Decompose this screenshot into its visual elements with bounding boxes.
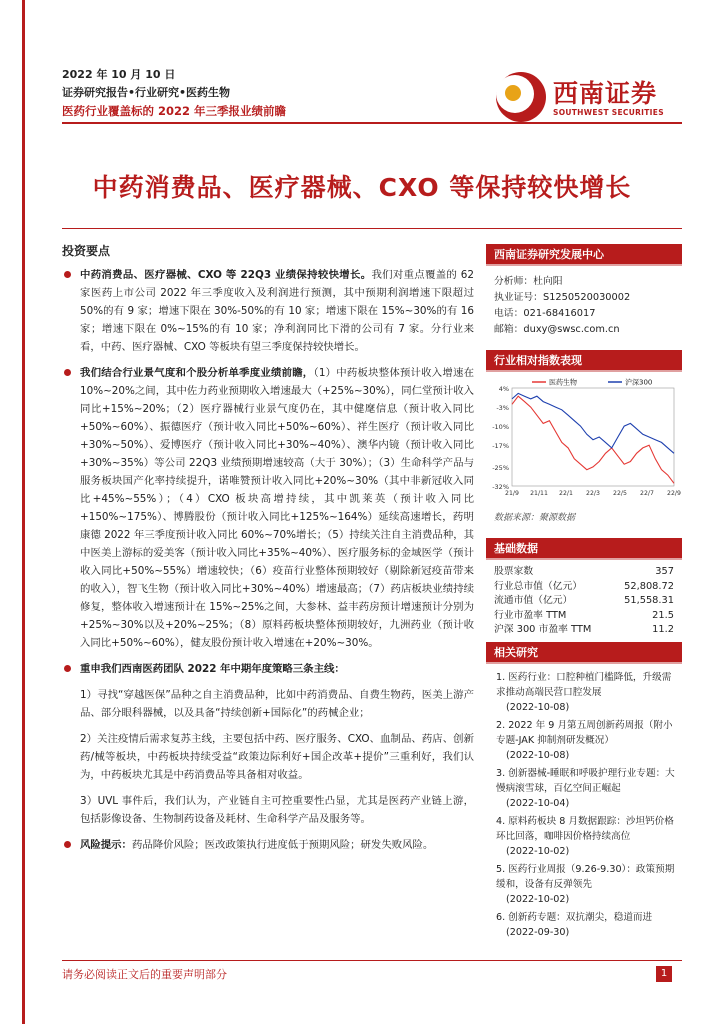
section-heading: 投资要点 (62, 244, 111, 258)
y-tick-label: -32% (492, 483, 509, 491)
performance-title: 行业相对指数表现 (486, 350, 682, 372)
basic-data-key: 流通市值（亿元） (494, 595, 573, 606)
related-research-date: (2022-10-02) (506, 846, 570, 857)
report-date: 2022 年 10 月 10 日 (62, 68, 176, 81)
x-tick-label: 21/11 (530, 490, 548, 497)
related-research-date: (2022-10-02) (506, 894, 570, 905)
page-title: 中药消费品、医疗器械、CXO 等保持较快增长 (92, 173, 632, 202)
related-research-item[interactable] (496, 862, 676, 907)
bullet-icon (64, 665, 71, 672)
logo-name: 西南证券 (553, 79, 658, 108)
summary-point-2 (62, 364, 474, 652)
point-lead: 重申我们西南医药团队 2022 年中期年度策略三条主线： (80, 663, 345, 675)
basic-data-row (486, 594, 682, 609)
analyst-email[interactable]: 邮箱：duxy@swsc.com.cn (494, 324, 620, 335)
point-lead: 中药消费品、医疗器械、CXO 等 22Q3 业绩保持较快增长。 (80, 269, 372, 281)
related-research-item[interactable] (496, 910, 676, 940)
page-number: 1 (656, 966, 672, 982)
y-tick-label: -3% (496, 404, 509, 413)
related-research-title-text: 1. 医药行业：口腔种植门槛降低，升级需求推动高端民营口腔发展 (496, 672, 672, 698)
header-divider (62, 122, 682, 124)
basic-data-value: 52,808.72 (624, 580, 674, 592)
related-research-title-text: 2. 2022 年 9 月第五周创新药周报（附小专题-JAK 抑制剂研发概况） (496, 720, 673, 746)
y-tick-label: 4% (498, 385, 509, 393)
y-tick-label: -10% (492, 423, 509, 432)
analyst-license: 执业证号：S1250520030002 (494, 292, 631, 303)
point-text: （1）中药板块整体预计收入增速在 10%~20%之间，其中佐力药业预期收入增速最大（+25%~30%），同仁堂预计收入同比+15%~20%；（2）医疗器械行业景气度仍在，其中健麾信息（预计收入同比+50%~60%）、振德医疗（预计收入同比+50%~60%）、祥生医疗（预计收入同比+30%~50%）、爱博医疗（预计收入同比+30%~40%）、澳华内镜（预计收入同比+30%~35%）等公司 22Q3 业绩预期增速较高（大于 30%）；（3）生命科学产品与服务板块国产化率持续提升，诺唯赞预计收入同比+20%~30%（其中非新冠收入同比+45%~55%）；（4）CXO 板块高增持续，其中凯莱英（预计收入同比+150%~175%）、博腾股份（预计收入同比+125%~164%）延续高速增长，药明康德 2022 年三季度预计收入同比 60%~70%增长；（5）持续关注自主消费品种，其中医美上游标的爱美客（预计收入同比+35%~40%）、医疗服务标的金域医学（预计收入同比+50%~55%）增速较快；（6）疫苗行业整体预期较好（剔除新冠疫苗带来的收入），智飞生物（预计收入同比+30%~40%）增速最高；（7）药店板块业绩持续修复，整体收入增速预计在 15%~25%之间，大参林、益丰药房预计增速预计分别为+25%~30%以及+20%~25%；（8）原料药板块整体预期较好，九洲药业（预计收入同比+50%~60%），健友股份预计收入增速在+20%~30%。 (80, 367, 475, 649)
point-text: 我们对重点覆盖的 62 家医药上市公司 2022 年三季度收入及利润进行预测，其中预期利润增速下限超过 50%的有 9 家；增速下限在 30%-50%的有 10 家；增速下限在 15%~30%的有 16 家；增速下限在 0%~15%的有 10 家；净利润同比下滑的公司有 7 家。分行业来看，中药、医疗器械、CXO 等板块有望三季度保持较快增长。 (80, 269, 474, 353)
legend-label-0: 医药生物 (549, 378, 577, 387)
basic-data-row (486, 565, 682, 580)
summary-point-3 (62, 660, 474, 678)
point-text: 药品降价风险；医改政策执行进度低于预期风险；研发失败风险。 (131, 839, 434, 851)
strategy-line-1: 1）寻找“穿越医保”品种之自主消费品种，比如中药消费品、自费生物药，医美上游产品、部分眼科器械，以及具备“持续创新+国际化”的药械企业； (80, 689, 474, 719)
related-research-date: (2022-10-08) (506, 702, 570, 713)
point-lead: 风险提示： (80, 839, 132, 851)
legend-label-1: 沪深300 (625, 378, 653, 387)
logo-english: SOUTHWEST SECURITIES (553, 108, 664, 117)
research-center-title: 西南证券研究发展中心 (486, 244, 682, 266)
x-tick-label: 21/9 (505, 490, 519, 497)
report-type: 证券研究报告•行业研究•医药生物 (62, 86, 231, 99)
related-research-title-text: 4. 原料药板块 8 月数据跟踪：沙坦钙价格环比回落，咖啡因价格持续高位 (496, 816, 674, 842)
related-research-list (486, 664, 682, 940)
logo-mark-icon (496, 72, 546, 122)
related-research-date: (2022-10-04) (506, 798, 570, 809)
analyst-info (486, 266, 682, 338)
related-research-panel (486, 642, 682, 943)
risk-warning (62, 836, 474, 854)
bullet-icon (64, 841, 71, 848)
related-research-title-text: 3. 创新器械-睡眠和呼吸护理行业专题：大慢病滚雪球，百亿空间正崛起 (496, 768, 675, 794)
basic-data-value: 51,558.31 (624, 595, 674, 606)
research-center-panel (486, 244, 682, 338)
bullet-icon (64, 369, 71, 376)
basic-data-value: 21.5 (652, 609, 674, 621)
related-research-title-text: 6. 创新药专题：双抗潮尖，稳道而进 (496, 912, 653, 923)
related-research-date: (2022-09-30) (506, 927, 570, 938)
disclaimer-note: 请务必阅读正文后的重要声明部分 (62, 968, 227, 981)
basic-data-value: 357 (655, 566, 674, 577)
x-tick-label: 22/7 (640, 490, 654, 497)
basic-data-row (486, 623, 682, 638)
x-tick-label: 22/1 (559, 490, 573, 497)
related-research-title-text: 5. 医药行业周报（9.26-9.30）：政策预期缓和，设备有反弹领先 (496, 864, 675, 890)
x-tick-label: 22/3 (586, 490, 600, 497)
basic-data-panel (486, 538, 682, 638)
basic-data-row (486, 580, 682, 595)
performance-panel (486, 350, 682, 372)
x-tick-label: 22/5 (613, 490, 627, 497)
bullet-icon (64, 271, 71, 278)
strategy-line-2: 2）关注疫情后需求复苏主线，主要包括中药、医疗服务、CXO、血制品、药店、创新药/械等板块，中药板块持续受益“政策边际利好+国企改革+提价”三重利好，我们认为，中药板块尤其是中药消费品等具备相对收益。 (80, 733, 474, 781)
basic-data-key: 行业市盈率 TTM (494, 609, 567, 621)
related-research-title: 相关研究 (486, 642, 682, 664)
y-tick-label: -25% (492, 463, 509, 472)
related-research-item[interactable] (496, 718, 676, 763)
basic-data-key: 股票家数 (494, 566, 534, 577)
strategy-line-3: 3）UVL 事件后，我们认为，产业链自主可控重要性凸显，尤其是医药产业链上游，包括影像设备、生物制药设备及耗材、生命科学产品及服务等。 (80, 795, 474, 825)
analyst-name: 分析师：杜向阳 (494, 276, 563, 287)
summary-point-1 (62, 266, 474, 356)
title-divider (62, 228, 682, 229)
analyst-phone: 电话：021-68416017 (494, 308, 596, 319)
summary-body (62, 266, 474, 862)
basic-data-value: 11.2 (652, 624, 674, 635)
related-research-item[interactable] (496, 814, 676, 859)
point-lead: 我们结合行业景气度和个股分析单季度业绩前瞻， (80, 367, 314, 379)
left-accent-rule (22, 0, 25, 1024)
performance-chart (486, 374, 682, 504)
basic-data-list (486, 560, 682, 638)
footer-divider (62, 960, 682, 961)
series-line-1 (512, 393, 674, 453)
related-research-item[interactable] (496, 766, 676, 811)
basic-data-key: 行业总市值（亿元） (494, 580, 583, 592)
report-subtitle: 医药行业覆盖标的 2022 年三季报业绩前瞻 (62, 104, 287, 118)
basic-data-row (486, 609, 682, 624)
y-tick-label: -17% (492, 442, 509, 451)
related-research-item[interactable] (496, 670, 676, 715)
related-research-date: (2022-10-08) (506, 750, 570, 761)
x-tick-label: 22/9 (667, 490, 681, 497)
basic-data-title: 基础数据 (486, 538, 682, 560)
basic-data-key: 沪深 300 市盈率 TTM (494, 624, 592, 635)
chart-source: 数据来源：聚源数据 (494, 513, 576, 523)
